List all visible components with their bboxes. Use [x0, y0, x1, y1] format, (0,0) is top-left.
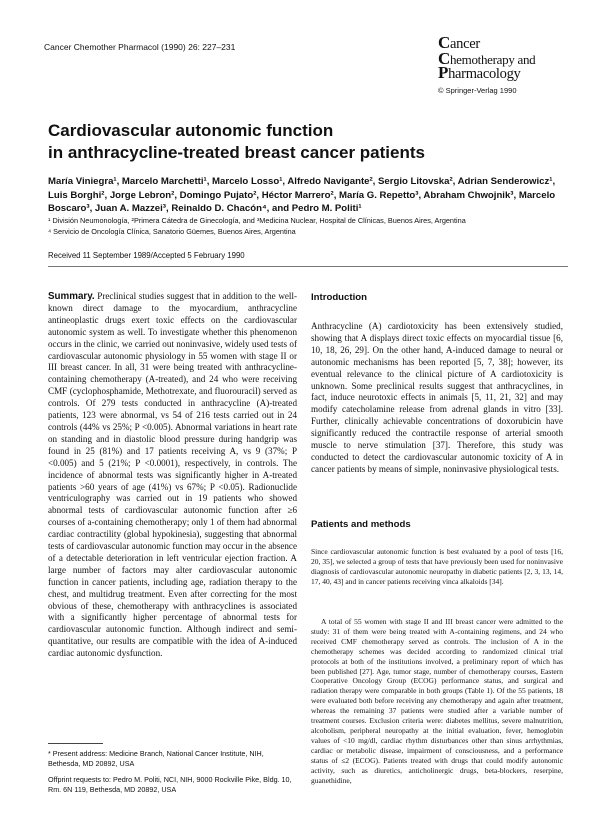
affiliation: ⁴ Servicio de Oncología Clínica, Sanatorio Güemes, Buenos Aires, Argentina: [48, 226, 296, 236]
journal-logo-line: Cancer: [438, 33, 480, 52]
article-title: Cardiovascular autonomic function in anthracycline-treated breast cancer patients: [48, 121, 425, 162]
affiliations: [48, 216, 568, 237]
journal-logo-line: Chemotherapy and: [438, 48, 536, 68]
footnote-offprint: Offprint requests to: Pedro M. Politi, NCI, NIH, 9000 Rockville Pike, Bldg. 10, Rm. 6N 119, Bethesda, MD 20892, USA: [48, 775, 292, 794]
introduction-text: Anthracycline (A) cardiotoxicity has been extensively studied, showing that A displays direct toxic effects on myocardial tissue [6, 10, 18, 26, 29]. On the other hand, A-induced damage to neural or autonomic mechanisms has been reported [5, 7, 38]; however, its eventual relevance to the clinical picture of A cardiotoxicity is unknown. Some preclinical results suggest that anthracyclines, in fact, induce neurotoxic effects in animals [5, 11, 21, 32] and may modify catecholamine release from adrenal glands in vitro [33]. Further, clinically achievable concentrations of doxorubicin have significantly reduced the contractile response of arterial smooth muscle to nerve stimulation [37]. Therefore, this study was conducted to detect the cardiovascular autonomic toxicity of A in cancer patients by means of simple, noninvasive physiological tests.: [311, 321, 563, 474]
footnote-divider: [48, 743, 103, 744]
author-list: María Viniegra¹, Marcelo Marchetti¹, Marcelo Losso¹, Alfredo Navigante², Sergio Litovska², Adrian Senderowicz¹, Luis Borghi², Jorge Lebron², Domingo Pujato², Héctor Marrero², María G. Repetto³, Abraham Chwojnik³, Marcelo Boscaro³, Juan A. Mazzei³, Reinaldo D. Chacón⁴, and Pedro M. Politi¹: [48, 176, 556, 214]
header-divider: [48, 266, 568, 267]
methods-paragraph: Since cardiovascular autonomic function is best evaluated by a pool of tests [16, 20, 35], we selected a group of tests that have previously been used for noninvasive diagnosis of cardiovascular autonomic neuropathy in diabetic patients [2, 3, 13, 14, 17, 40, 43] and in cancer patients receiving vinca alkaloids [34].: [311, 547, 563, 586]
journal-citation: Cancer Chemother Pharmacol (1990) 26: 227–231: [44, 42, 236, 52]
methods-paragraph: A total of 55 women with stage II and III breast cancer were admitted to the study: 31 of them were being treated with A-containing regimens, and 24 who received CMF chemotherapy served as controls. The inclusion of A in the chemotherapy schemes was decided according to randomized clinical trial protocols at both of the institutions involved, a preliminary report of which has been published [27]. Age, tumor stage, number of chemotherapy courses, Eastern Cooperative Oncology Group (ECOG) performance status, and surgical and radiation therapy were comparable in both groups (Table 1). Of the 55 patients, 18 were evaluated both before receiving any chemotherapy and again after treatment, whereas the remaining 37 patients were studied after a variable number of treatment courses. Exclusion criteria were: diabetes mellitus, severe malnutrition, alcoholism, peripheral neuropathy at the initial evaluation, fever, hemoglobin values of <10 mg/dl, cardiac rhythm disturbances other than sinus arrhythmias, cardiac or metabolic disease, impairment of consciousness, and a performance status of ≤2 (ECOG). Patients treated with drugs that could modify autonomic activity, such as diuretics, anticholinergic drugs, beta-blockers, reserpine, guanethidine,: [311, 617, 563, 785]
summary-paragraph: [48, 291, 297, 660]
methods-heading: Patients and methods: [311, 519, 411, 530]
summary-label: Summary.: [48, 291, 95, 302]
footnote-present-address: * Present address: Medicine Branch, National Cancer Institute, NIH, Bethesda, MD 20892, USA: [48, 749, 264, 768]
affiliation: ¹ División Neumonología, ²Primera Cátedra de Ginecología, and ³Medicina Nuclear, Hospital de Clínicas, Buenos Aires, Argentina: [48, 216, 466, 225]
journal-logo-line: Pharmacology: [438, 63, 521, 82]
received-dates: Received 11 September 1989/Accepted 5 February 1990: [48, 251, 245, 260]
summary-text: Preclinical studies suggest that in addition to the well-known direct damage to the myocardium, anthracycline antineoplastic drugs exert toxic effects on the cardiovascular autonomic system as well. To investigate whether this phenomenon occurs in the clinic, we carried out noninvasive, widely used tests of cardiovascular autonomic physiology in 55 women with stage II or III breast cancer. In all, 31 were being treated with anthracycline-containing chemotherapy (A-treated), and 24 who were receiving CMF (cyclophosphamide, Methotrexate, and fluorouracil) served as controls. Of 279 tests conducted in anthracycline (A)-treated patients, 123 were abnormal, vs 54 of 216 tests carried out in 24 controls (44% vs 25%; P <0.005). Abnormal variations in heart rate on standing and in diastolic blood pressure during handgrip was found in 25 (81%) and 17 patients receiving A, vs 9 (37%; P <0.005) and 5 (21%; P <0.0001), respectively, in controls. The incidence of abnormal tests was significantly higher in A-treated patients >60 years of age (41%) vs 67%; P <0.05). Radionuclide ventriculography was carried out in 19 patients who showed abnormal tests of cardiovascular autonomic function after ≥6 courses of a-containing chemotherapy; only 1 of them had abnormal cardiac contractility (global hypokinesia), suggesting that abnormal tests of cardiovascular autonomic function may occur in the absence of a detectable deterioration in left ventricular ejection fraction. A large number of factors may alter cardiovascular autonomic function in cancer patients, including age, radiation therapy to the chest, and multidrug treatment. Even after correcting for the most obvious of these, chemotherapy with anthracyclines is associated with a significantly higher percentage of abnormal tests for cardiovascular autonomic function. Although indirect and semi-quantitative, our results are compatible with the idea of A-induced cardiac autonomic dysfunction.: [48, 291, 297, 659]
introduction-heading: Introduction: [311, 292, 367, 303]
journal-logo: [438, 33, 578, 95]
publisher-copyright: © Springer-Verlag 1990: [438, 85, 517, 95]
